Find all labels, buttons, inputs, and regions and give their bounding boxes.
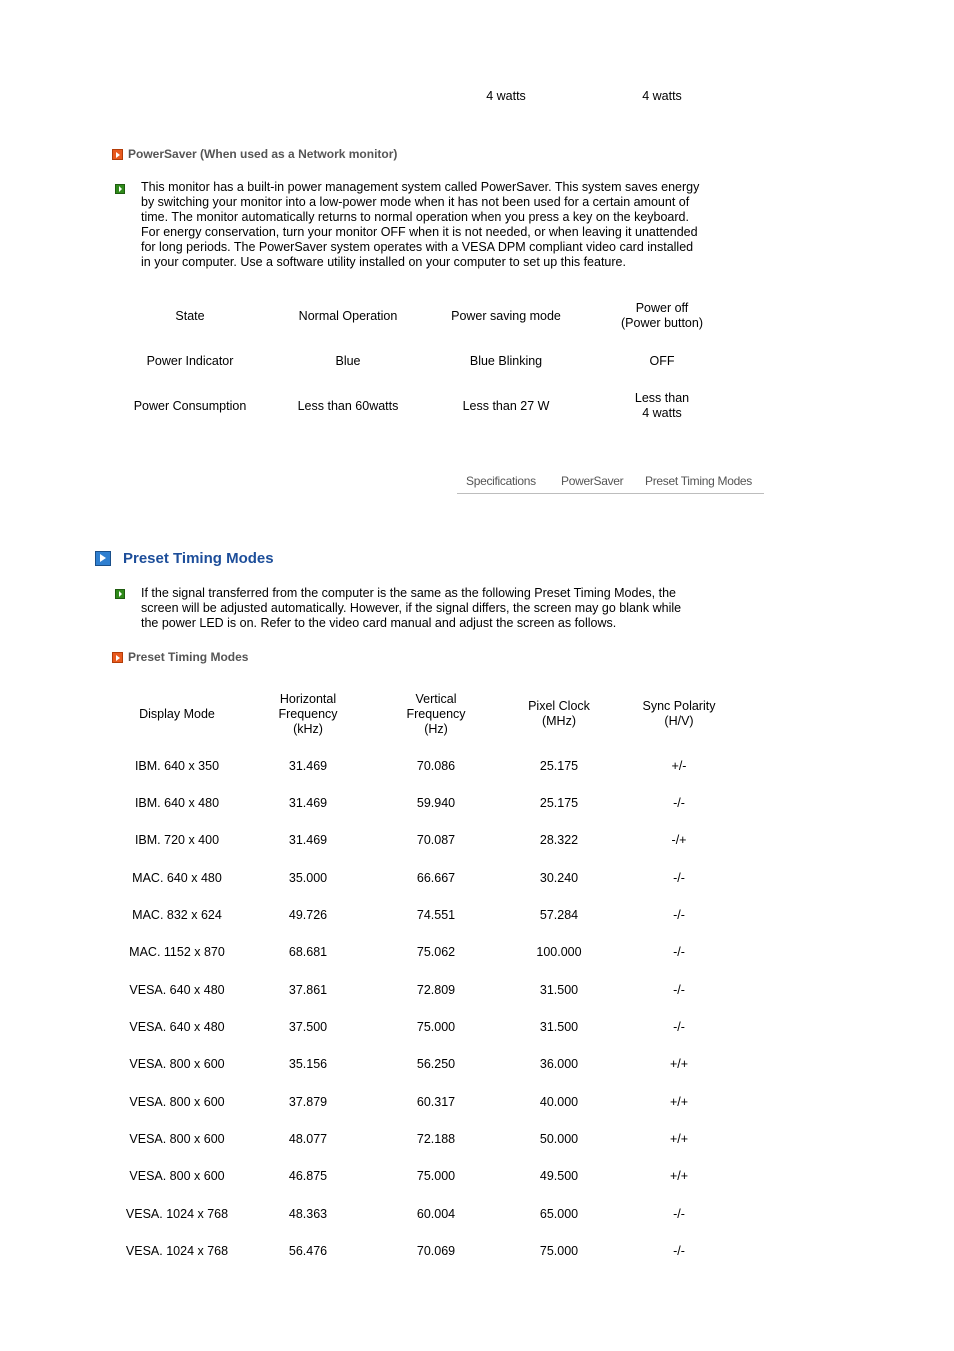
table-cell: 66.667	[416, 870, 456, 885]
table-cell: 48.363	[288, 1206, 328, 1221]
table-cell: 35.000	[288, 870, 328, 885]
cell-line: 4 watts	[642, 406, 682, 420]
table-cell: 56.250	[416, 1057, 456, 1072]
bullet-icon	[115, 589, 125, 599]
table-cell: -/-	[673, 1206, 685, 1221]
table-cell: 30.240	[539, 870, 579, 885]
table-cell: +/+	[669, 1169, 689, 1184]
cell-line: Horizontal	[279, 691, 337, 706]
cell-line: Less than	[634, 391, 690, 405]
table-header-cell	[270, 309, 426, 324]
table-header-cell	[618, 699, 740, 729]
powersaver-description	[141, 180, 751, 270]
cell-line: (kHz)	[293, 721, 323, 736]
cell-line: Blue	[335, 353, 361, 368]
table-cell: 37.500	[288, 1019, 328, 1034]
table-cell: 31.469	[288, 758, 328, 773]
nav-divider	[457, 493, 764, 494]
table-cell: MAC. 832 x 624	[132, 907, 222, 922]
paragraph-line: time. The monitor automatically returns to normal operation when you press a key on the keyboard.	[141, 210, 689, 224]
table-cell: -/-	[673, 795, 685, 810]
table-cell: 75.000	[416, 1019, 456, 1034]
table-cell	[427, 354, 585, 369]
paragraph-line: the power LED is on. Refer to the video card manual and adjust the screen as follows.	[141, 616, 617, 630]
nav-specifications[interactable]: Specifications	[466, 474, 536, 488]
paragraph-line: by switching your monitor into a low-power mode when it has not been used for a certain amount of	[141, 195, 690, 209]
table-cell: 72.809	[416, 982, 456, 997]
table-cell: IBM. 640 x 480	[134, 795, 220, 810]
table-cell	[112, 354, 268, 369]
table-cell	[270, 354, 426, 369]
table-cell: IBM. 720 x 400	[134, 833, 220, 848]
cell-line: Blue Blinking	[469, 353, 543, 368]
paragraph-line: This monitor has a built-in power management system called PowerSaver. This system saves energy	[141, 180, 700, 194]
cell-line: Normal Operation	[298, 308, 398, 323]
table-cell: 75.062	[416, 945, 456, 960]
table-cell: 37.879	[288, 1094, 328, 1109]
table-cell: 50.000	[539, 1132, 579, 1146]
table-cell: +/+	[669, 1094, 689, 1109]
cell-line: Less than 60watts	[297, 398, 399, 413]
table-header-cell	[496, 699, 622, 729]
table-cell: -/-	[673, 907, 685, 922]
table-cell: VESA. 640 x 480	[129, 1019, 225, 1034]
table-cell: -/-	[673, 945, 685, 960]
section-arrow-icon	[95, 551, 111, 566]
cell-line: (Power button)	[621, 316, 703, 330]
table-cell: 56.476	[288, 1244, 328, 1259]
table-cell: 25.175	[539, 758, 579, 773]
nav-preset-timing-modes[interactable]: Preset Timing Modes	[645, 474, 753, 488]
cell-line: Sync Polarity	[642, 699, 716, 713]
table-cell: 70.086	[416, 758, 456, 773]
cell-line: OFF	[649, 353, 675, 368]
table-cell: MAC. 640 x 480	[132, 870, 222, 885]
cell-line: Power Indicator	[146, 353, 234, 368]
table-cell: 31.500	[539, 982, 579, 997]
table-cell: 75.000	[416, 1169, 456, 1184]
table-cell: 72.188	[416, 1132, 456, 1146]
table-cell: -/+	[671, 833, 687, 848]
cell-line: Pixel Clock	[528, 699, 590, 713]
table-cell: 48.077	[288, 1132, 328, 1146]
table-cell: -/-	[673, 982, 685, 997]
table-cell: 74.551	[416, 907, 456, 922]
table-cell	[112, 399, 268, 414]
table-cell: 28.322	[539, 833, 579, 848]
table-cell: MAC. 1152 x 870	[129, 945, 225, 960]
table-cell: 31.469	[288, 833, 328, 848]
table-header-cell	[244, 692, 372, 737]
table-cell: 59.940	[416, 795, 456, 810]
table-cell: 75.000	[539, 1244, 579, 1259]
table-cell: -/-	[673, 1019, 685, 1034]
table-header-cell	[112, 309, 268, 324]
cell-line: Power Consumption	[133, 398, 247, 413]
powersaver-network-heading: PowerSaver (When used as a Network monitor)	[128, 147, 398, 161]
cell-line: Display Mode	[139, 706, 215, 721]
cell-line: Power off	[635, 301, 689, 315]
table-cell	[270, 399, 426, 414]
table-cell: 70.087	[416, 833, 456, 848]
cell-line: Frequency	[278, 706, 338, 721]
cell-line: (Hz)	[424, 721, 448, 736]
nav-powersaver[interactable]: PowerSaver	[561, 474, 624, 488]
cell-line: Power saving mode	[451, 308, 561, 323]
bullet-icon	[115, 184, 125, 194]
preset-section-title: Preset Timing Modes	[123, 550, 274, 567]
table-cell: VESA. 800 x 600	[129, 1169, 225, 1184]
paragraph-line: screen will be adjusted automatically. However, if the signal differs, the screen may go blank while	[141, 601, 682, 615]
top-row-col4: 4 watts	[642, 89, 682, 103]
table-cell: +/-	[671, 758, 687, 773]
bullet-arrow-icon	[112, 652, 123, 663]
paragraph-line: in your computer. Use a software utility installed on your computer to set up this feature.	[141, 255, 626, 269]
table-cell	[582, 391, 742, 421]
table-cell: IBM. 640 x 350	[134, 758, 220, 773]
table-cell: +/+	[669, 1132, 689, 1146]
table-cell: +/+	[669, 1057, 689, 1072]
table-cell: 49.726	[288, 907, 328, 922]
table-header-cell	[582, 301, 742, 331]
table-cell: -/-	[673, 870, 685, 885]
cell-line: Less than 27 W	[462, 398, 550, 413]
cell-line: State	[175, 308, 205, 323]
table-cell: 36.000	[539, 1057, 579, 1072]
table-cell: 35.156	[288, 1057, 328, 1072]
table-cell: 100.000	[536, 945, 582, 960]
table-cell: 31.500	[539, 1019, 579, 1034]
table-cell: VESA. 800 x 600	[129, 1094, 225, 1109]
table-cell: 70.069	[416, 1244, 456, 1259]
cell-line: (MHz)	[541, 714, 576, 728]
table-cell: 40.000	[539, 1094, 579, 1109]
table-cell: 49.500	[539, 1169, 579, 1184]
paragraph-line: For energy conservation, turn your monitor OFF when it is not needed, or when leaving it unattended	[141, 225, 698, 239]
cell-line: Frequency	[406, 706, 466, 721]
table-header-cell	[372, 692, 500, 737]
table-cell: 37.861	[288, 982, 328, 997]
table-header-cell	[427, 309, 585, 324]
preset-description	[141, 586, 751, 631]
table-cell: 60.004	[416, 1206, 456, 1221]
paragraph-line: for long periods. The PowerSaver system operates with a VESA DPM compliant video card installed	[141, 240, 694, 254]
table-cell: 31.469	[288, 795, 328, 810]
table-cell	[582, 354, 742, 369]
preset-sub-heading: Preset Timing Modes	[128, 650, 249, 664]
table-header-cell	[112, 707, 242, 722]
bullet-arrow-icon	[112, 149, 123, 160]
table-cell: 68.681	[288, 945, 328, 960]
table-cell: 60.317	[416, 1094, 456, 1109]
table-cell: 57.284	[539, 907, 579, 922]
cell-line: Vertical	[415, 691, 457, 706]
table-cell: VESA. 800 x 600	[129, 1057, 225, 1072]
table-cell: 25.175	[539, 795, 579, 810]
table-cell: VESA. 1024 x 768	[125, 1244, 229, 1259]
table-cell: 65.000	[539, 1206, 579, 1221]
table-cell: VESA. 640 x 480	[129, 982, 225, 997]
table-cell: VESA. 1024 x 768	[125, 1206, 229, 1221]
paragraph-line: If the signal transferred from the computer is the same as the following Preset Timing Modes, the	[141, 586, 676, 600]
table-cell	[427, 399, 585, 414]
table-cell: 46.875	[288, 1169, 328, 1184]
top-row-col3: 4 watts	[486, 89, 526, 103]
table-cell: -/-	[673, 1244, 685, 1259]
cell-line: (H/V)	[664, 714, 694, 728]
table-cell: VESA. 800 x 600	[129, 1132, 225, 1146]
